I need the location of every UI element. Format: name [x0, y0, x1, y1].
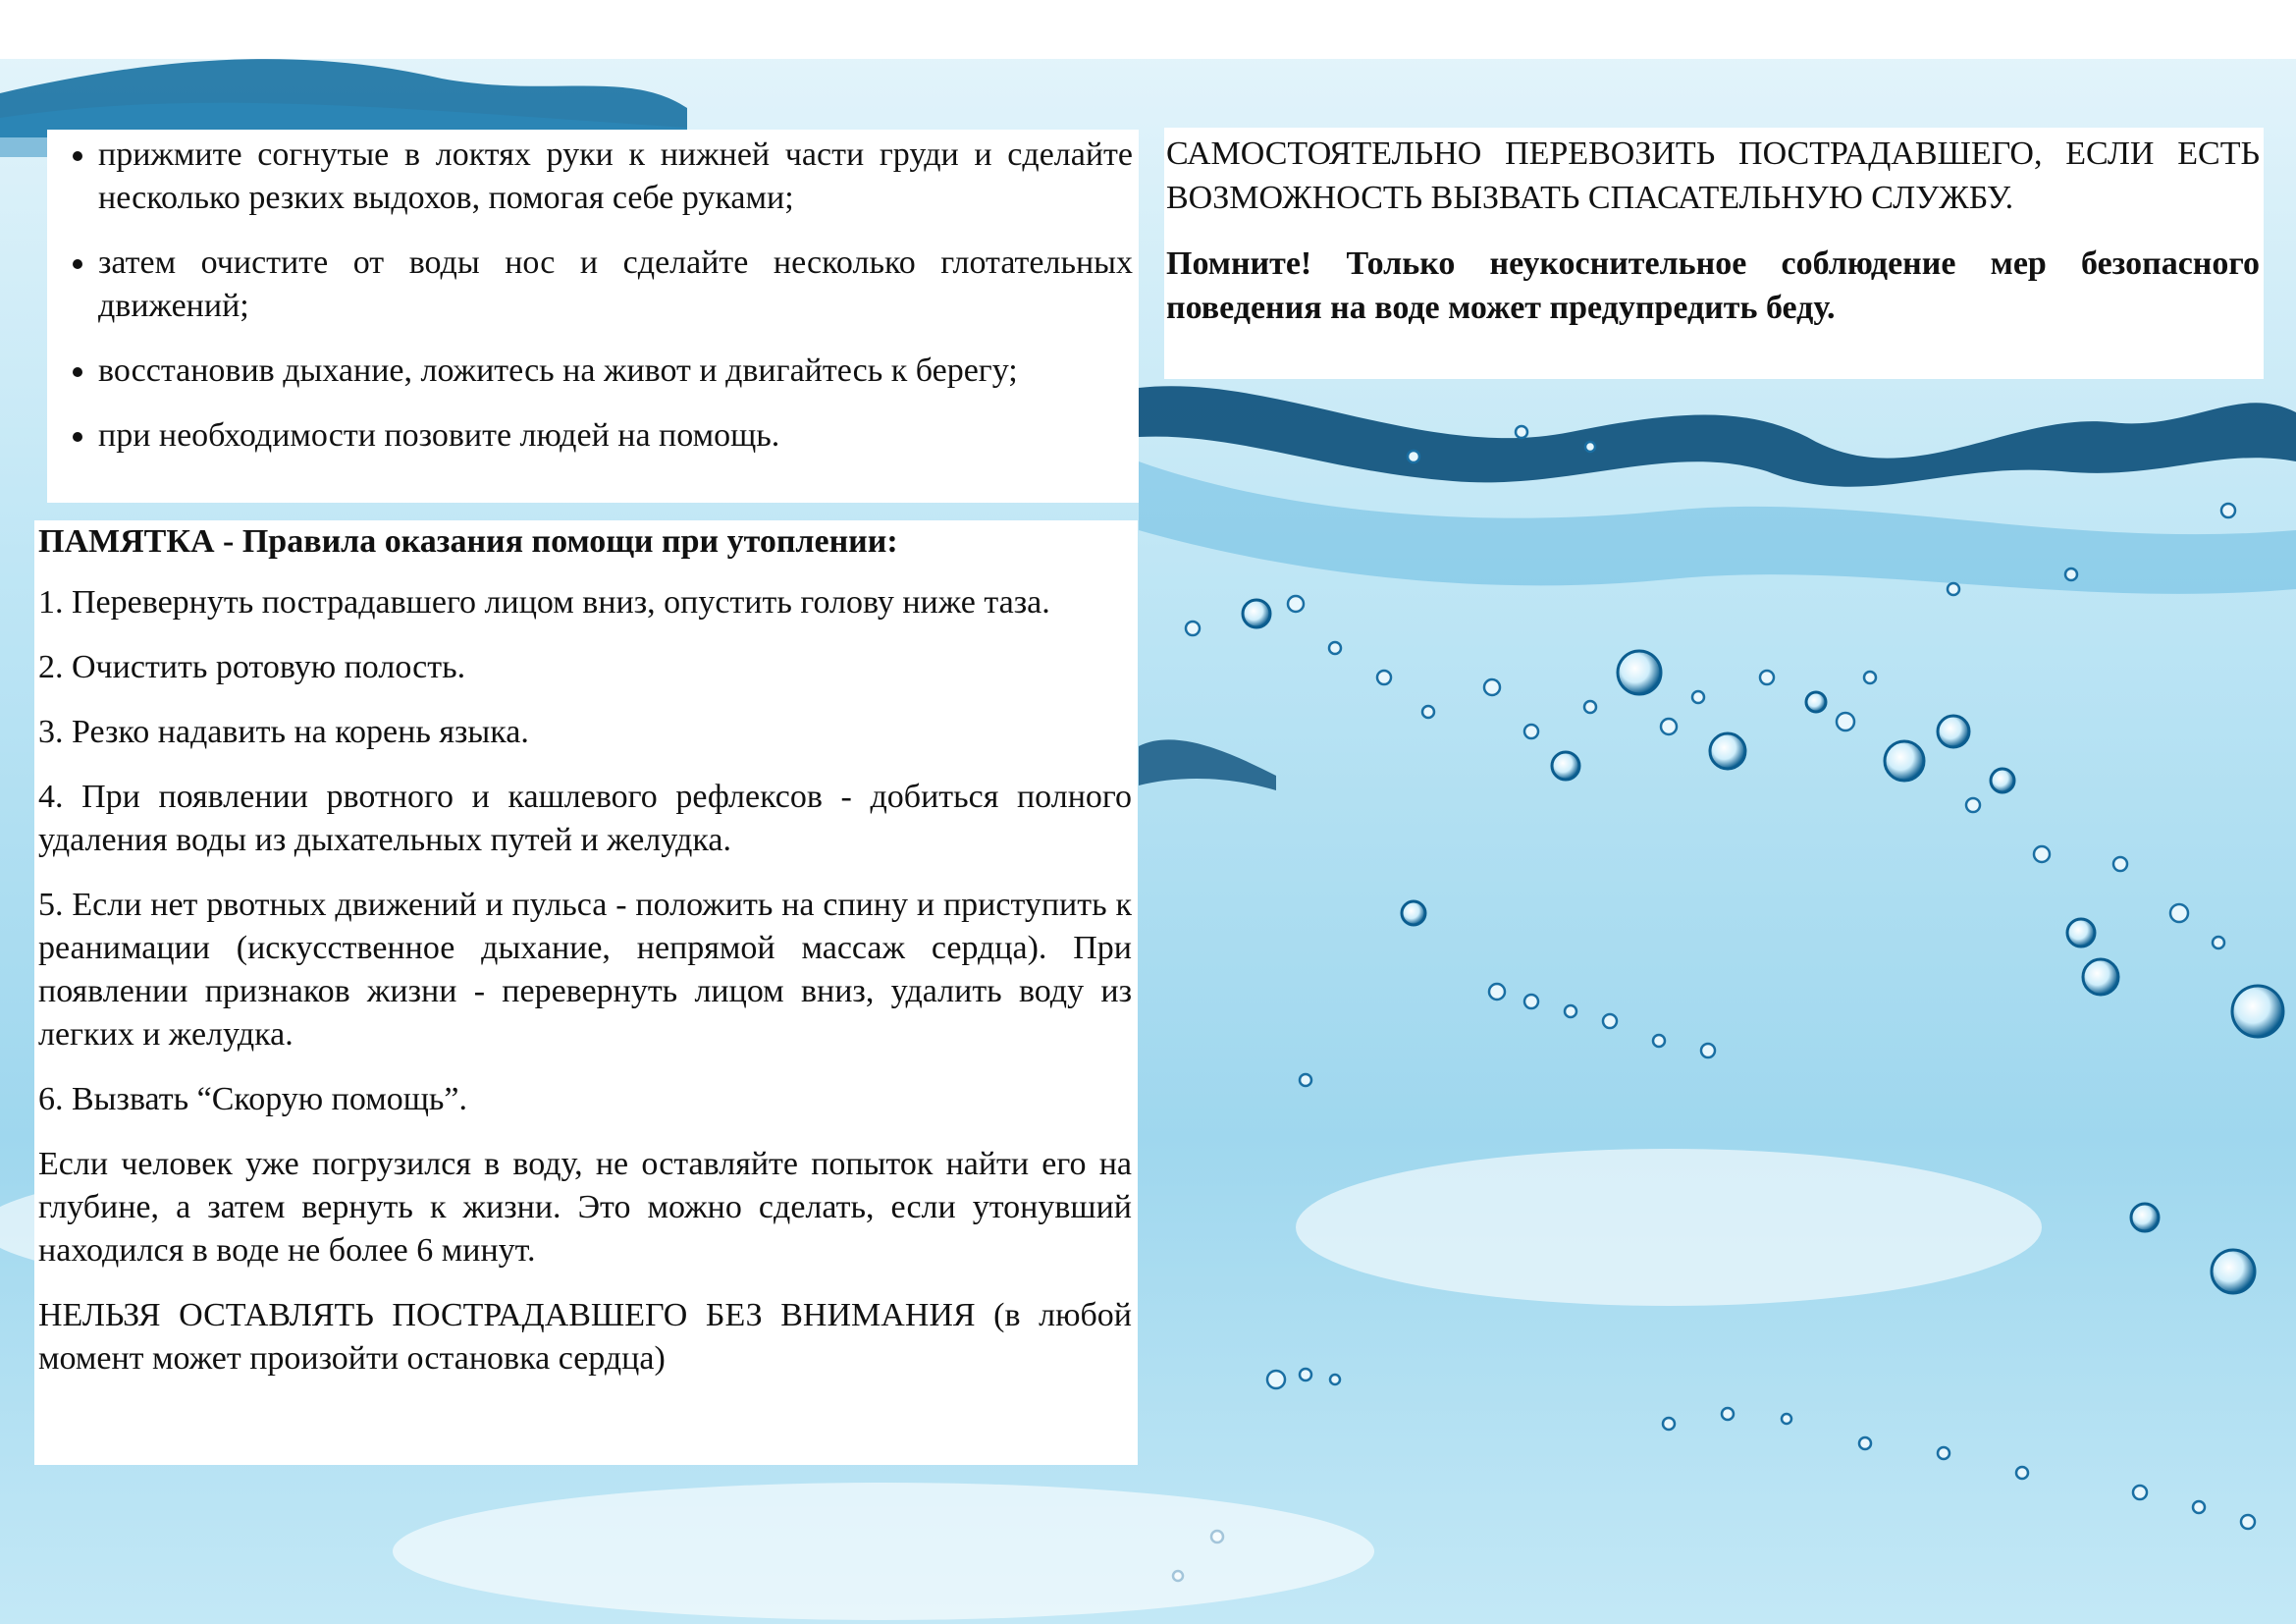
memo-warning: НЕЛЬЗЯ ОСТАВЛЯТЬ ПОСТРАДАВШЕГО БЕЗ ВНИМАНИЯ (в любой момент может произойти остановка сердца) [38, 1297, 1132, 1377]
memo-title: ПАМЯТКА - Правила оказания помощи при утоплении: [38, 523, 898, 560]
list-item: • восстановив дыхание, ложитесь на живот и двигайтесь к берегу; [98, 350, 1133, 393]
self-rescue-bullets-box [47, 130, 1139, 503]
memo-step: 3. Резко надавить на корень языка. [38, 714, 529, 750]
memo-step: 6. Вызвать “Скорую помощь”. [38, 1081, 467, 1117]
memo-step: 4. При появлении рвотного и кашлевого рефлексов - добиться полного удаления воды из дыхательных путей и желудка. [38, 779, 1132, 858]
list-item: • прижмите согнутые в локтях руки к нижней части груди и сделайте несколько резких выдохов, помогая себе руками; [98, 134, 1133, 220]
memo-paragraph: Если человек уже погрузился в воду, не оставляйте попыток найти его на глубине, а затем вернуть к жизни. Это можно сделать, если утонувший находился в воде не более 6 минут. [38, 1146, 1132, 1269]
memo-step: 2. Очистить ротовую полость. [38, 649, 466, 685]
remember-note: Помните! Только неукоснительное соблюдение мер безопасного поведения на воде может предупредить беду. [1166, 245, 2260, 326]
transport-warning: САМОСТОЯТЕЛЬНО ПЕРЕВОЗИТЬ ПОСТРАДАВШЕГО, ЕСЛИ ЕСТЬ ВОЗМОЖНОСТЬ ВЫЗВАТЬ СПАСАТЕЛЬНУЮ СЛУЖБУ. [1166, 135, 2260, 216]
drowning-help-memo-box [34, 520, 1138, 1465]
memo-step: 1. Перевернуть пострадавшего лицом вниз, опустить голову ниже таза. [38, 584, 1050, 621]
memo-step: 5. Если нет рвотных движений и пульса - положить на спину и приступить к реанимации (искусственное дыхание, непрямой массаж сердца). При появлении признаков жизни - перевернуть лицом вниз, удалить воду из легких и желудка. [38, 887, 1132, 1053]
self-rescue-list [47, 134, 1133, 458]
right-column-text-box [1164, 128, 2264, 379]
list-item: • при необходимости позовите людей на помощь. [98, 414, 1133, 458]
list-item: • затем очистите от воды нос и сделайте несколько глотательных движений; [98, 242, 1133, 328]
